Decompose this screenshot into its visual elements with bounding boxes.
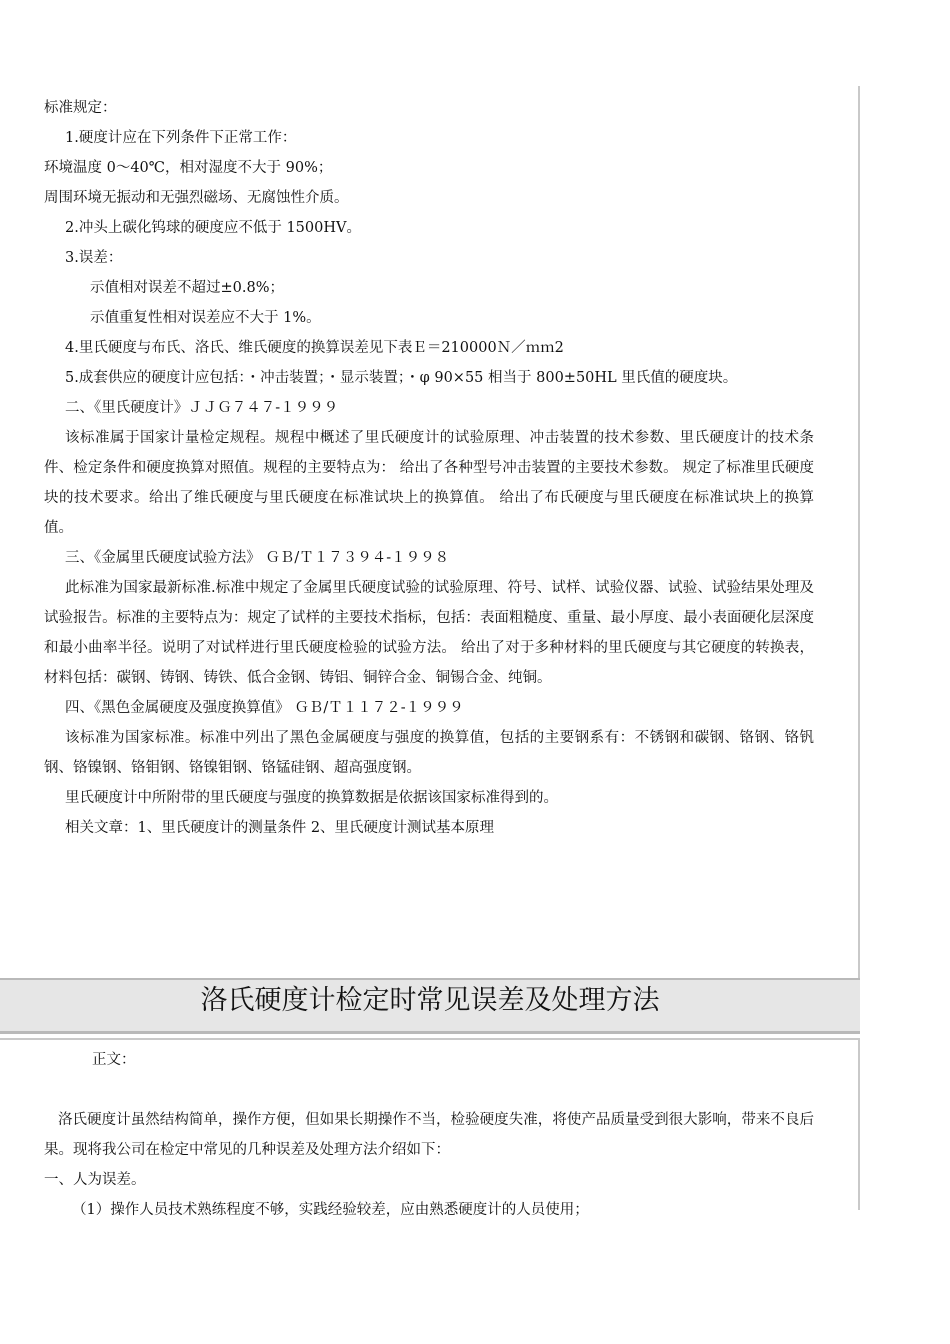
paragraph: 示值重复性相对误差应不大于 1%。: [90, 310, 321, 326]
section-heading: 四、《黑色金属硬度及强度换算值》 ＧＢ/Ｔ１１７２-１９９９: [65, 700, 464, 716]
section-heading: 三、《金属里氏硬度试验方法》 ＧＢ/Ｔ１７３９４-１９９８: [65, 550, 450, 566]
right-border-rule: [858, 86, 860, 978]
article-title: 洛氏硬度计检定时常见误差及处理方法: [200, 985, 660, 1016]
leeb-standards-section: [44, 93, 814, 843]
paragraph: 示值相对误差不超过±0.8%；: [90, 280, 284, 296]
paragraph: 环境温度 0～40℃，相对湿度不大于 90%；: [44, 160, 333, 176]
section-heading: 一、人为误差。: [44, 1172, 146, 1188]
paragraph: 洛氏硬度计虽然结构简单，操作方便，但如果长期操作不当，检验硬度失准，将使产品质量受到很大影响，带来不良后果。现将我公司在检定中常见的几种误差及处理方法介绍如下：: [44, 1112, 814, 1158]
paragraph: 周围环境无振动和无强烈磁场、无腐蚀性介质。: [44, 190, 349, 206]
section-heading: 二、《里氏硬度计》ＪＪＧ７４７-１９９９: [65, 400, 339, 416]
spacer: [44, 1075, 814, 1105]
right-border-rule-lower: [858, 1038, 860, 1210]
paragraph: 该标准属于国家计量检定规程。规程中概述了里氏硬度计的试验原理、冲击装置的技术参数、里氏硬度计的技术条件、检定条件和硬度换算对照值。规程的主要特点为： 给出了各种型号冲击装置的主要技术参数。 规定了标准里氏硬度块的技术要求。给出了维氏硬度与里氏硬度在标准试块上的换算值。 给出了布氏硬度与里氏硬度在标准试块上的换算值。: [44, 430, 814, 536]
divider: [0, 1038, 860, 1040]
paragraph: 1.硬度计应在下列条件下正常工作：: [65, 130, 297, 146]
paragraph: 3.误差：: [65, 250, 123, 266]
article-title-band: [0, 978, 860, 1034]
paragraph: 标准规定：: [44, 100, 117, 116]
paragraph: 该标准为国家标准。标准中列出了黑色金属硬度与强度的换算值，包括的主要钢系有：不锈钢和碳钢、铬钢、铬钒钢、铬镍钢、铬钼钢、铬镍钼钢、铬锰硅钢、超高强度钢。: [44, 730, 814, 776]
paragraph: 里氏硬度计中所附带的里氏硬度与强度的换算数据是依据该国家标准得到的。: [65, 790, 558, 806]
body-label: 正文：: [92, 1052, 136, 1068]
related-articles: 相关文章：1、里氏硬度计的测量条件 2、里氏硬度计测试基本原理: [65, 820, 495, 836]
paragraph: 此标准为国家最新标准.标准中规定了金属里氏硬度试验的试验原理、符号、试样、试验仪器、试验、试验结果处理及试验报告。标准的主要特点为：规定了试样的主要技术指标，包括：表面粗糙度、重量、最小厚度、最小表面硬化层深度和最小曲率半径。说明了对试样进行里氏硬度检验的试验方法。 给出了对于多种材料的里氏硬度与其它硬度的转换表，材料包括：碳钢、铸钢、铸铁、低合金钢、铸铝、铜锌合金、铜锡合金、纯铜。: [44, 580, 814, 686]
list-item: （1）操作人员技术熟练程度不够，实践经验较差，应由熟悉硬度计的人员使用；: [72, 1202, 589, 1218]
paragraph: 4.里氏硬度与布氏、洛氏、维氏硬度的换算误差见下表Ｅ＝210000Ｎ／ｍｍ2: [65, 340, 564, 356]
rockwell-article-body: [44, 1045, 814, 1225]
paragraph: 2.冲头上碳化钨球的硬度应不低于 1500HV。: [65, 220, 361, 236]
paragraph: 5.成套供应的硬度计应包括：・冲击装置；・显示装置；・φ 90×55 相当于 800±50HL 里氏值的硬度块。: [65, 370, 738, 386]
